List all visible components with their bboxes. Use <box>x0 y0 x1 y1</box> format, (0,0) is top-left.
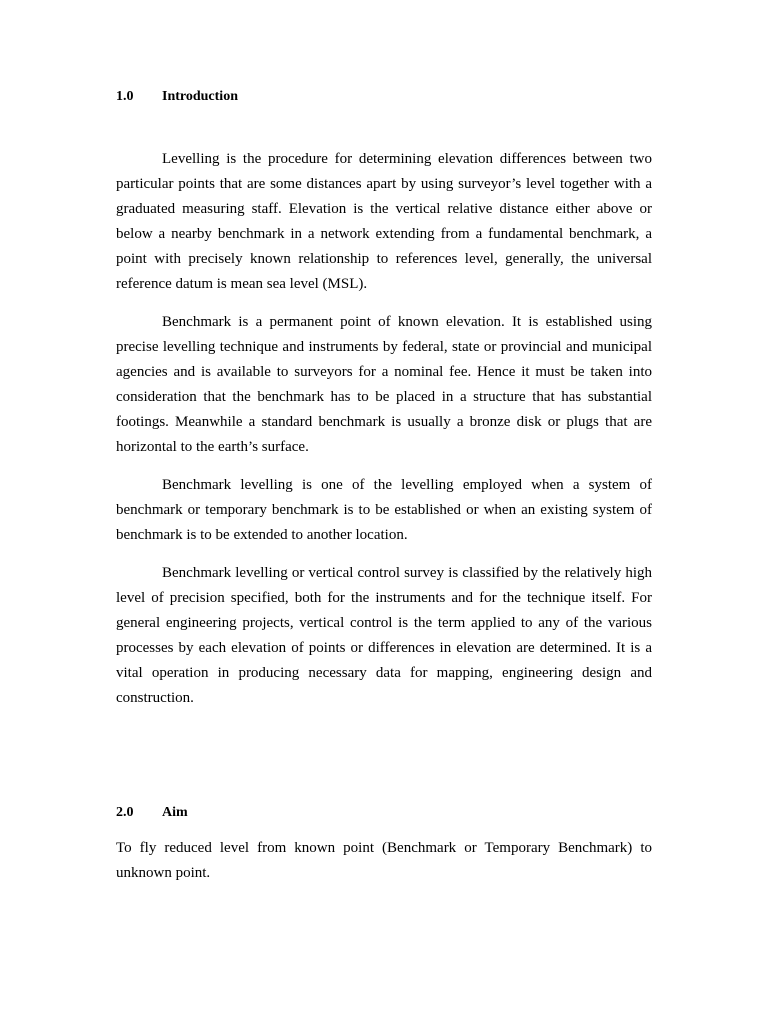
paragraph-benchmark-levelling: Benchmark levelling is one of the levelling employed when a system of benchmark or temporary benchmark is to be established or when an existing system of benchmark is to be extended to another location. <box>116 477 652 543</box>
paragraph-vertical-control: Benchmark levelling or vertical control survey is classified by the relatively high level of precision specified, both for the instruments and for the technique itself. For general engineering projects, vertical control is the term applied to any of the various processes by each elevation of points or differences in elevation are determined. It is a vital operation in producing necessary data for mapping, engineering design and construction. <box>116 565 652 706</box>
paragraph-levelling-definition: Levelling is the procedure for determining elevation differences between two particular points that are some distances apart by using surveyor’s level together with a graduated measuring staff. Elevation is the vertical relative distance either above or below a nearby benchmark in a network extending from a fundamental benchmark, a point with precisely known relationship to references level, generally, the universal reference datum is mean sea level (MSL). <box>116 151 652 292</box>
section-number: 1.0 <box>116 89 134 104</box>
section-title: Aim <box>162 805 188 820</box>
section-heading-introduction <box>116 88 238 106</box>
paragraph-benchmark-definition: Benchmark is a permanent point of known elevation. It is established using precise levelling technique and instruments by federal, state or provincial and municipal agencies and is available to surveyors for a nominal fee. Hence it must be taken into consideration that the benchmark has to be placed in a structure that has substantial footings. Meanwhile a standard benchmark is usually a bronze disk or plugs that are horizontal to the earth’s surface. <box>116 314 652 455</box>
section-number: 2.0 <box>116 805 134 820</box>
section-title: Introduction <box>162 89 238 104</box>
paragraph-aim: To fly reduced level from known point (Benchmark or Temporary Benchmark) to unknown point. <box>116 840 652 881</box>
section-heading-aim <box>116 804 188 822</box>
